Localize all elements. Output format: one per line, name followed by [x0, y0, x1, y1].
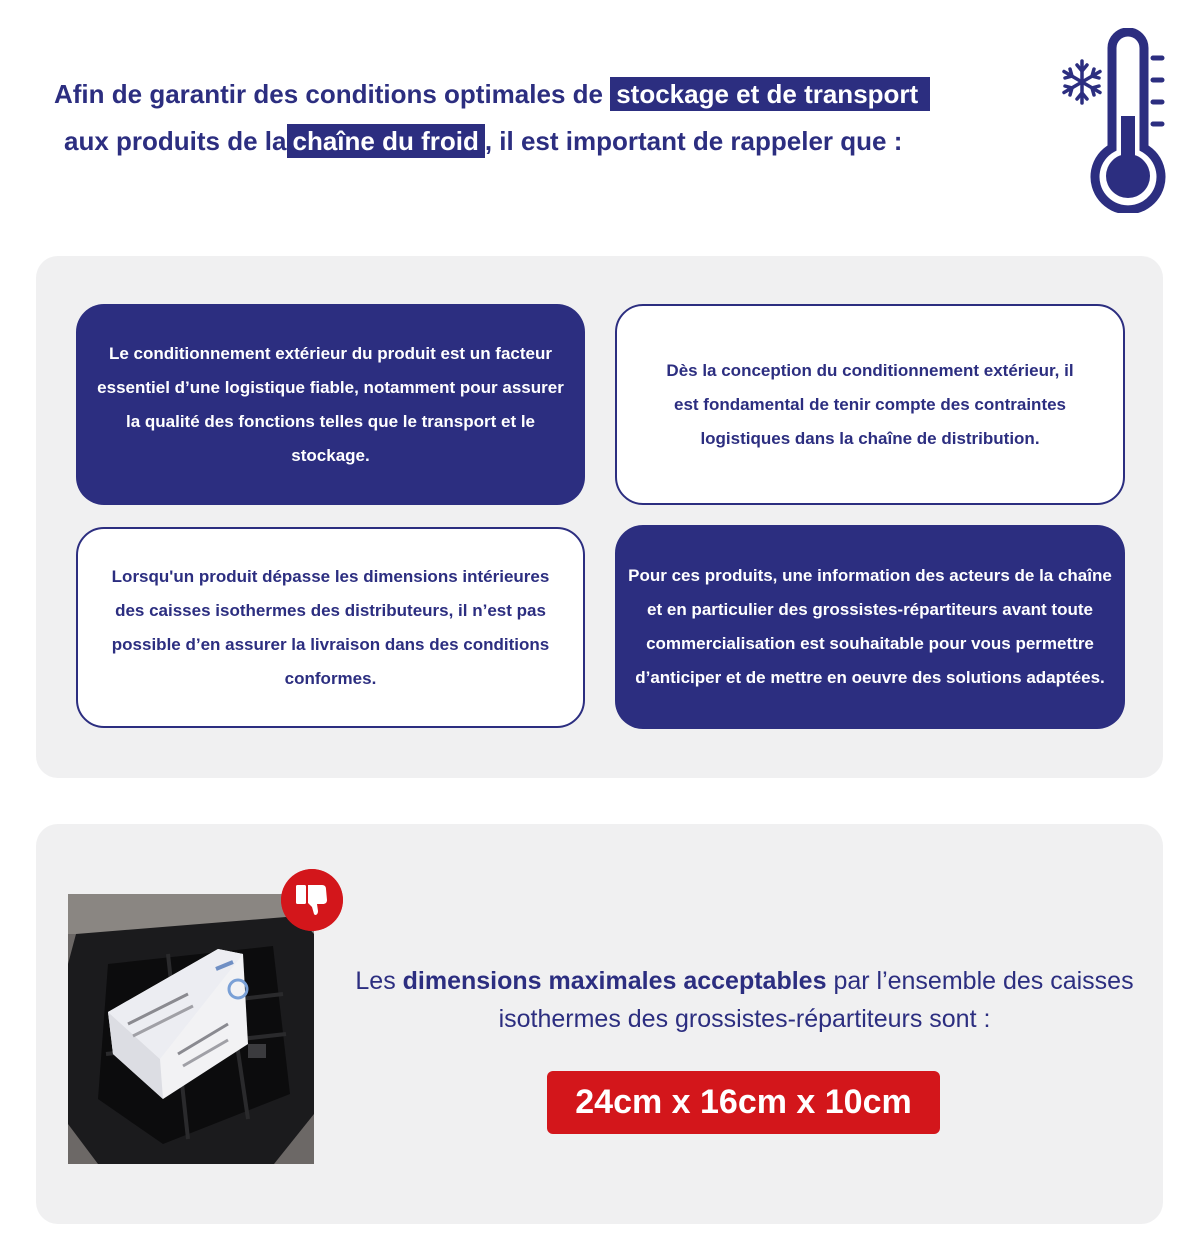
- msg-prefix: Les: [355, 967, 396, 995]
- info-card-text: Lorsqu'un produit dépasse les dimensions intérieures des caisses isothermes des distributeurs, il n’est pas possible d’en assurer la livraison dans des conditions conformes.: [111, 566, 550, 688]
- dimensions-panel: [36, 824, 1163, 1224]
- msg-suffix: par l’ensemble des caisses isothermes des grossistes-répartiteurs sont :: [498, 967, 1134, 1033]
- intro-line-1: [54, 76, 930, 112]
- info-card-text: Dès la conception du conditionnement extérieur, il est fondamental de tenir compte des contraintes logistiques dans la chaîne de distribution.: [666, 360, 1074, 448]
- info-card-text: Le conditionnement extérieur du produit est un facteur essentiel d’une logistique fiable, notamment pour assurer la qualité des fonctions telles que le transport et le stockage.: [97, 343, 564, 465]
- info-card-text: Pour ces produits, une information des acteurs de la chaîne et en particulier des grossistes-répartiteurs avant toute commercialisation est souhaitable pour vous permettre d’anticiper et de mettre en oeuvre des solutions adaptées.: [628, 566, 1112, 687]
- info-card-dimensions: [76, 527, 585, 728]
- box-illustration: [68, 894, 314, 1164]
- info-card-conception: [615, 304, 1125, 505]
- dimensions-message: [326, 962, 1163, 1038]
- highlight-chaine-du-froid: chaîne du froid: [287, 124, 485, 158]
- intro-line-2: [64, 123, 902, 159]
- msg-bold: dimensions maximales acceptables: [402, 967, 827, 995]
- intro-line-2-end: , il est important de rappeler que :: [484, 126, 903, 156]
- highlight-stockage: stockage et de transport: [610, 77, 930, 111]
- intro-line-1-text: Afin de garantir des conditions optimales de: [54, 79, 603, 109]
- isothermal-box-photo: [68, 894, 314, 1164]
- thermometer-snowflake-icon: [1050, 28, 1180, 213]
- max-dimensions-value: 24cm x 16cm x 10cm: [575, 1083, 912, 1121]
- max-dimensions-badge: [547, 1071, 940, 1134]
- info-card-conditionnement: [76, 304, 585, 505]
- info-panel: [36, 256, 1163, 778]
- info-card-information: [615, 525, 1125, 729]
- thumbs-down-icon: [281, 869, 343, 931]
- intro-line-2-text: aux produits de la: [64, 126, 287, 156]
